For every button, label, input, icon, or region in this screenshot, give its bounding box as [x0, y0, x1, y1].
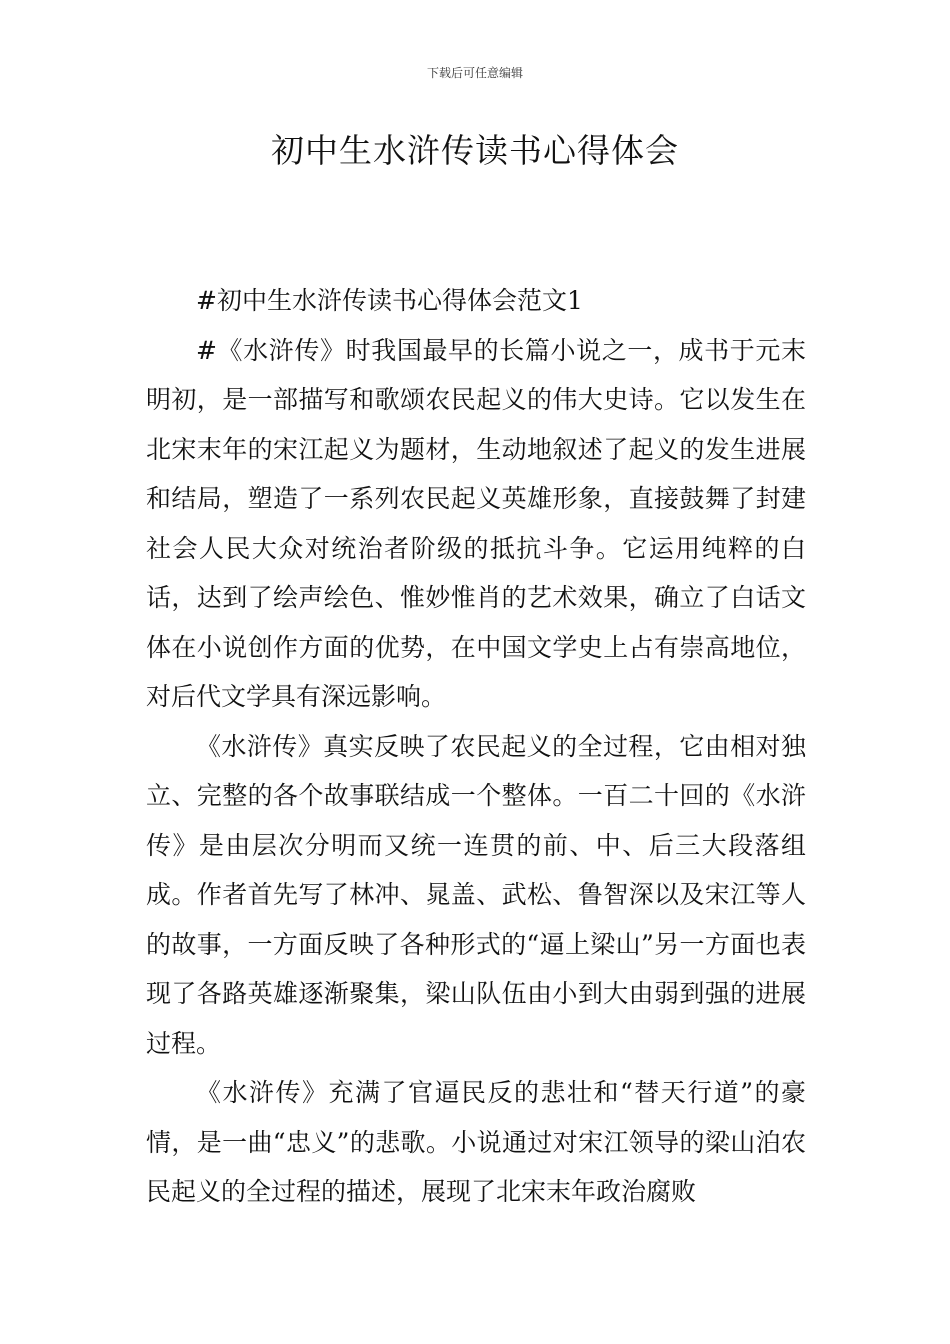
page-title: 初中生水浒传读书心得体会 [271, 131, 679, 170]
paragraph: 《水浒传》充满了官逼民反的悲壮和“替天行道”的豪情，是一曲“忠义”的悲歌。小说通过对宋江领导的梁山泊农民起义的全过程的描述，展现了北宋末年政治腐败 [146, 1078, 806, 1206]
header-note: 下载后可任意编辑 [426, 66, 523, 80]
paragraph-subheading: #初中生水浒传读书心得体会范文1 [196, 286, 583, 315]
paragraph: #《水浒传》时我国最早的长篇小说之一，成书于元末明初，是一部描写和歌颂农民起义的伟大史诗。它以发生在北宋末年的宋江起义为题材，生动地叙述了起义的发生进展和结局，塑造了一系列农民起义英雄形象，直接鼓舞了封建社会人民大众对统治者阶级的抵抗斗争。它运用纯粹的白话，达到了绘声绘色、惟妙惟肖的艺术效果，确立了白话文体在小说创作方面的优势，在中国文学史上占有崇高地位，对后代文学具有深远影响。 [146, 335, 806, 711]
paragraph: 《水浒传》真实反映了农民起义的全过程，它由相对独立、完整的各个故事联结成一个整体。一百二十回的《水浒传》是由层次分明而又统一连贯的前、中、后三大段落组成。作者首先写了林冲、晁盖、武松、鲁智深以及宋江等人的故事，一方面反映了各种形式的“逼上梁山”另一方面也表现了各路英雄逐渐聚集，梁山队伍由小到大由弱到强的进展过程。 [146, 731, 806, 1058]
document-body [146, 276, 806, 1217]
